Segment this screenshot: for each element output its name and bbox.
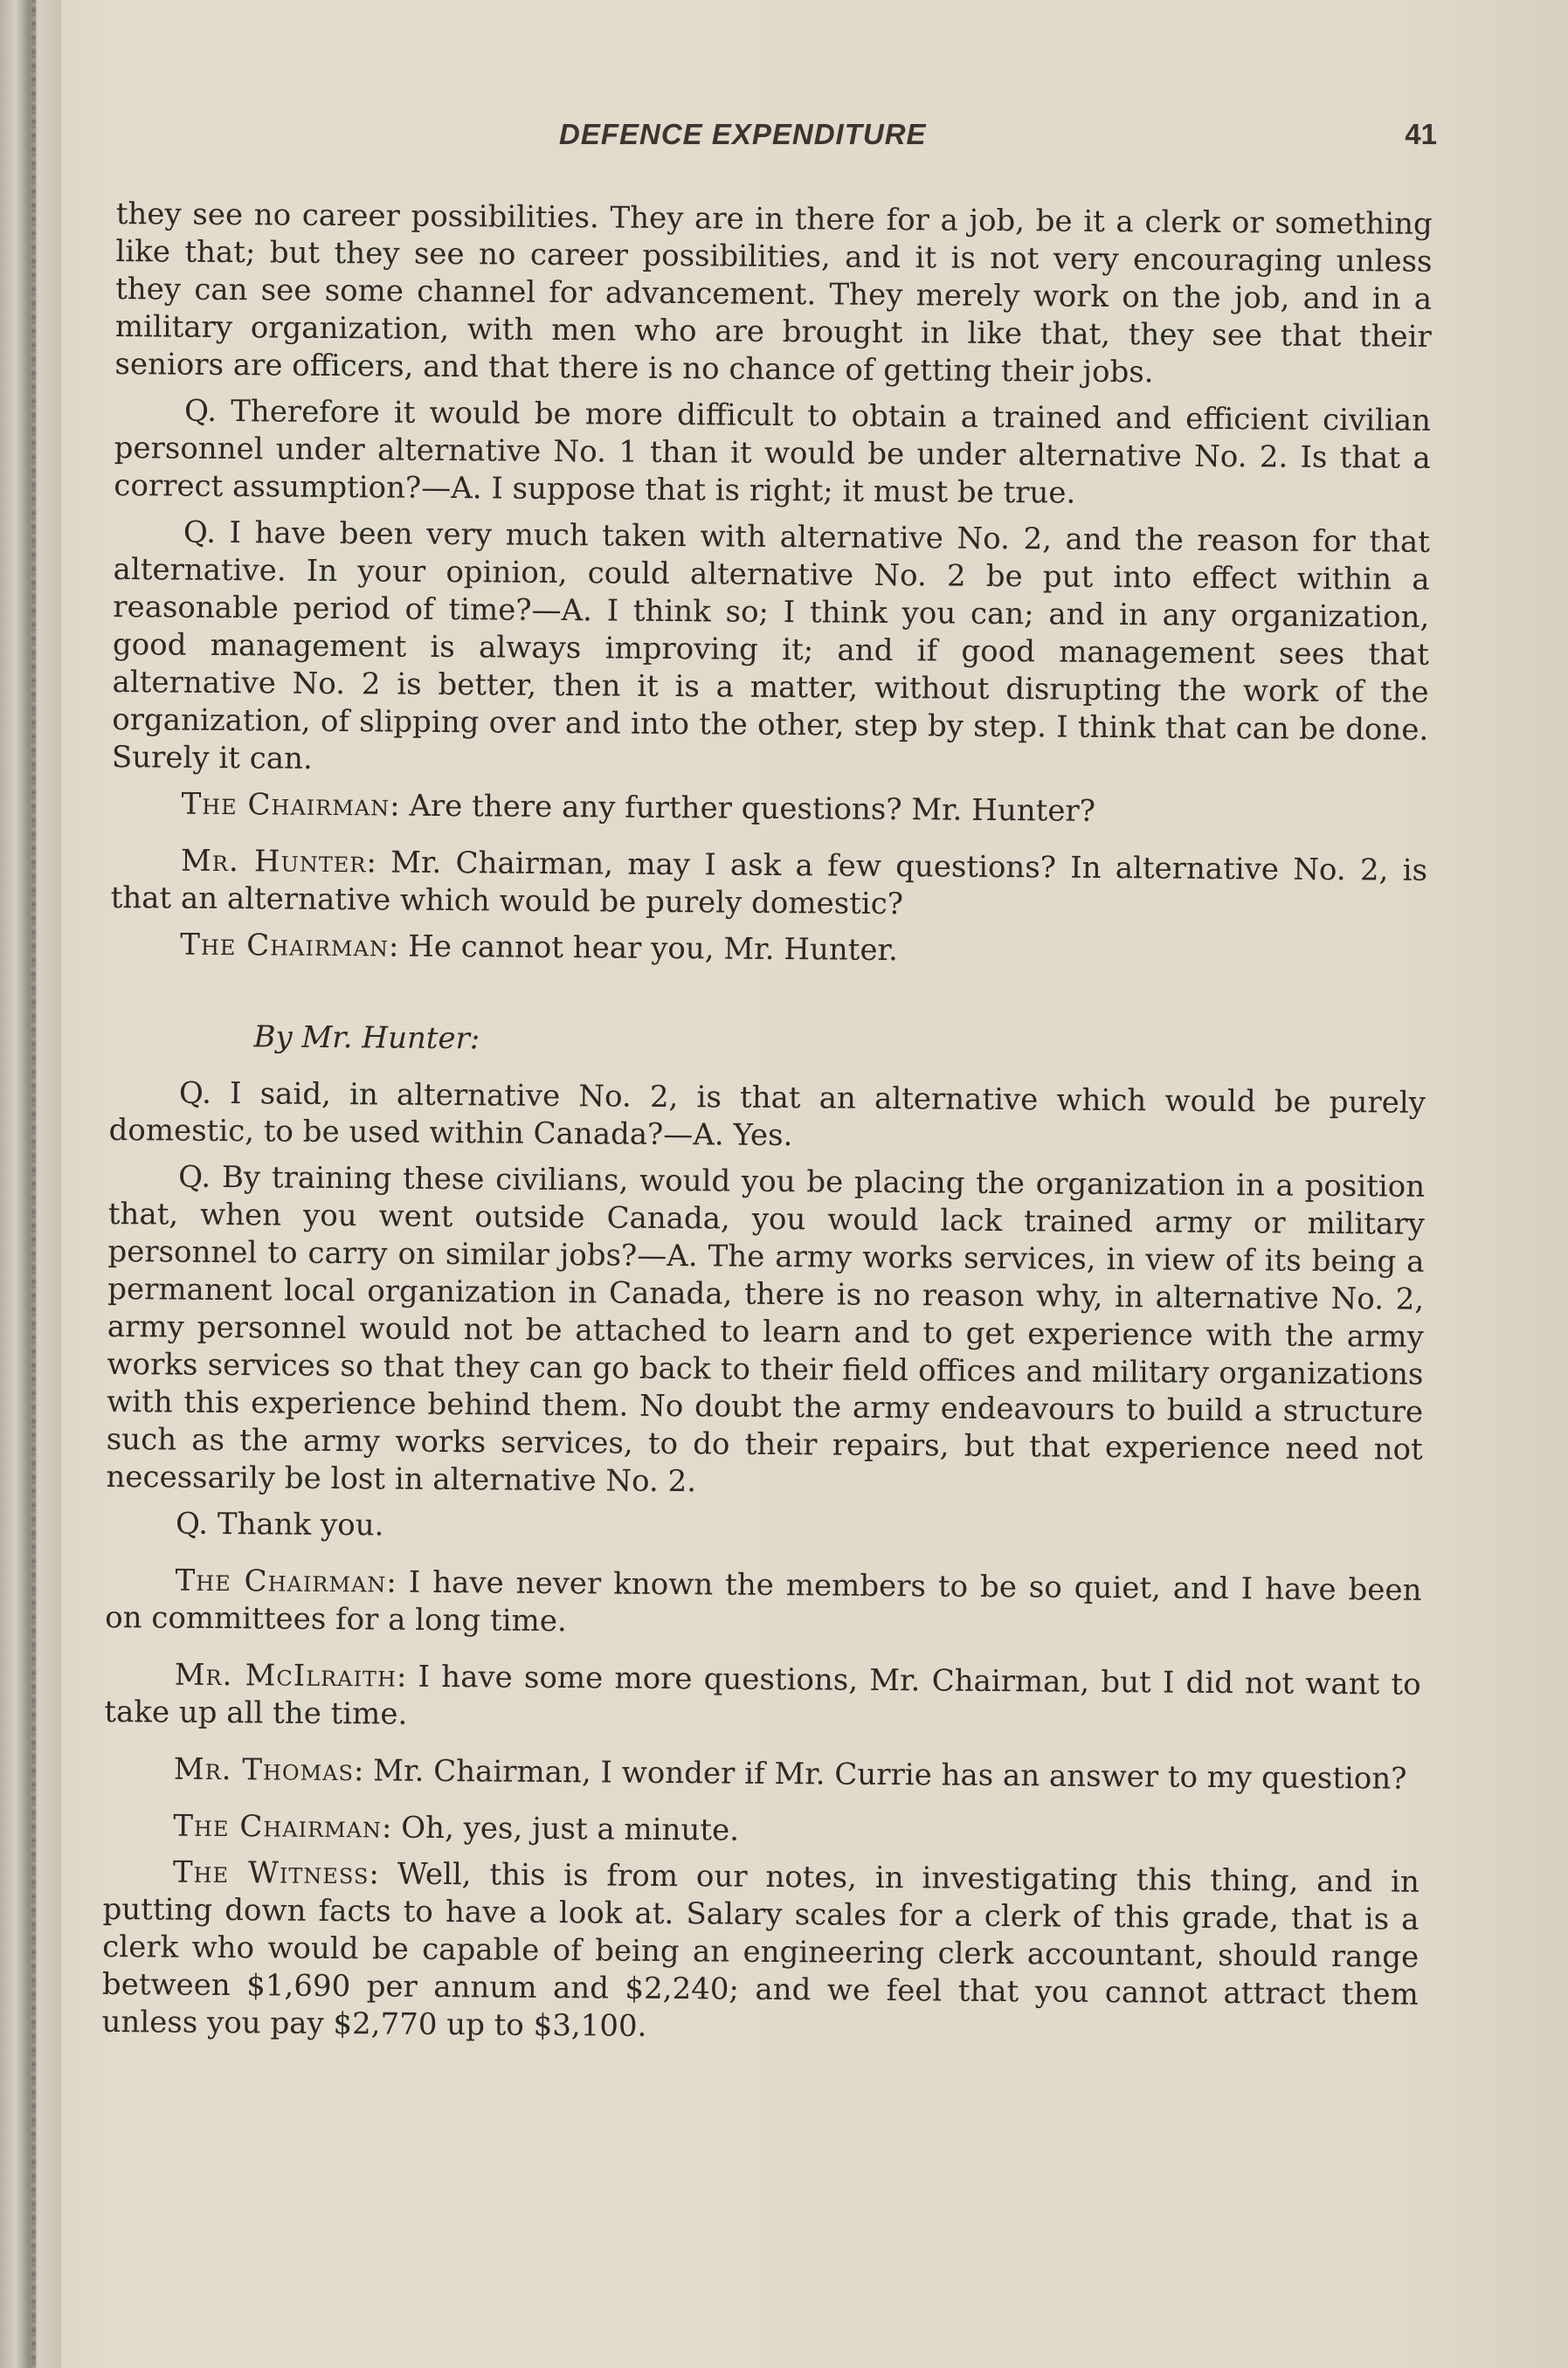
paragraph: Q. By training these civilians, would you be placing the organization in a position that, when you went outside Canada, you would lack trained army or military personnel to carry on similar jobs?—A. The army works services, in view of its being a permanent local organization in Canada, there is no reason why, in alternative No. 2, army personnel would not be attached to learn and to get experience with the army works services so that they can go back to their field offices and military organizations with this experience behind them. No doubt the army endeavours to build a structure such as the army works services, to do their repairs, but that experience need not necessarily be lost in alternative No. 2. — [106, 1159, 1426, 1500]
speaker-paragraph — [110, 926, 1426, 974]
page-number: 41 — [1405, 118, 1437, 150]
speaker-paragraph — [104, 1750, 1420, 1798]
speaker-name: The Chairman — [180, 927, 390, 964]
speaker-paragraph — [101, 1854, 1419, 2052]
speech-text: : Are there any further questions? Mr. Hunter? — [390, 788, 1096, 829]
transcript-body — [101, 196, 1433, 2052]
paragraph: they see no career possibilities. They are in there for a job, be it a clerk or something like that; but they see no career possibilities, and it is not very encouraging unless they can see some channel for advancement. They merely work on the job, and in a military organization, with men who are brought in like that, they see that their seniors are officers, and that there is no chance of getting their jobs. — [114, 196, 1433, 390]
speaker-name: The Chairman — [181, 786, 390, 824]
speaker-name: The Witness — [172, 1854, 370, 1892]
running-title: DEFENCE EXPENDITURE — [559, 118, 927, 150]
speech-text: : Well, this is from our notes, in investigating this thing, and in putting down facts to have a look at. Salary scales for a clerk of this grade, that is a clerk who would be capable of being an engineering clerk accountant, should range between $1,690 per annum and $2,240; and we feel that you cannot attract them unless you pay $2,770 up to $3,100. — [101, 1856, 1420, 2044]
page-header — [118, 118, 1437, 162]
speech-text: : I have some more questions, Mr. Chairman, but I did not want to take up all the time. — [104, 1659, 1421, 1732]
book-spine — [0, 0, 61, 2368]
speaker-paragraph — [105, 1562, 1422, 1647]
paragraph: Q. Therefore it would be more difficult to obtain a trained and efficient civilian personnel under alternative No. 1 than it would be under alternative No. 2. Is that a correct assumption?—A. I suppose that is right; it must be true. — [114, 393, 1432, 511]
speech-text: : Oh, yes, just a minute. — [381, 1810, 740, 1848]
speaker-paragraph — [111, 842, 1428, 928]
speaker-name: Mr. Thomas — [173, 1751, 355, 1789]
speaker-paragraph — [103, 1807, 1419, 1855]
speech-text: : Mr. Chairman, may I ask a few questions? In alternative No. 2, is that an alternative which would be purely domestic? — [110, 845, 1428, 922]
speaker-name: The Chairman — [173, 1808, 383, 1846]
paragraph: Q. I said, in alternative No. 2, is that an alternative which would be purely domestic, to be used within Canada?—A. Yes. — [108, 1075, 1426, 1154]
speaker-name: The Chairman — [175, 1563, 387, 1600]
speaker-paragraph — [111, 785, 1427, 833]
speech-text: : Mr. Chairman, I wonder if Mr. Currie has an answer to my question? — [353, 1753, 1407, 1797]
spine-binding — [31, 0, 36, 2368]
paragraph: Q. I have been very much taken with alternative No. 2, and the reason for that alternative. In your opinion, could alternative No. 2 be put into effect within a reasonable period of time?—A. I think so; I think you can; and in any organization, good management is always improving it; and if good management sees that alternative No. 2 is better, then it is a matter, without disrupting the work of the organization, of slipping over and into the other, step by step. I think that can be done. Surely it can. — [111, 514, 1431, 777]
speaker-name: Mr. Hunter — [180, 843, 367, 880]
examiner-byline: By Mr. Hunter: — [253, 1019, 480, 1057]
speaker-paragraph — [104, 1656, 1421, 1742]
paragraph: Q. Thank you. — [175, 1506, 384, 1543]
speech-text: : He cannot hear you, Mr. Hunter. — [388, 929, 899, 969]
speech-text: : I have never known the members to be so quiet, and I have been on committees for a long time. — [105, 1564, 1422, 1640]
speaker-name: Mr. McIlraith — [174, 1657, 397, 1695]
